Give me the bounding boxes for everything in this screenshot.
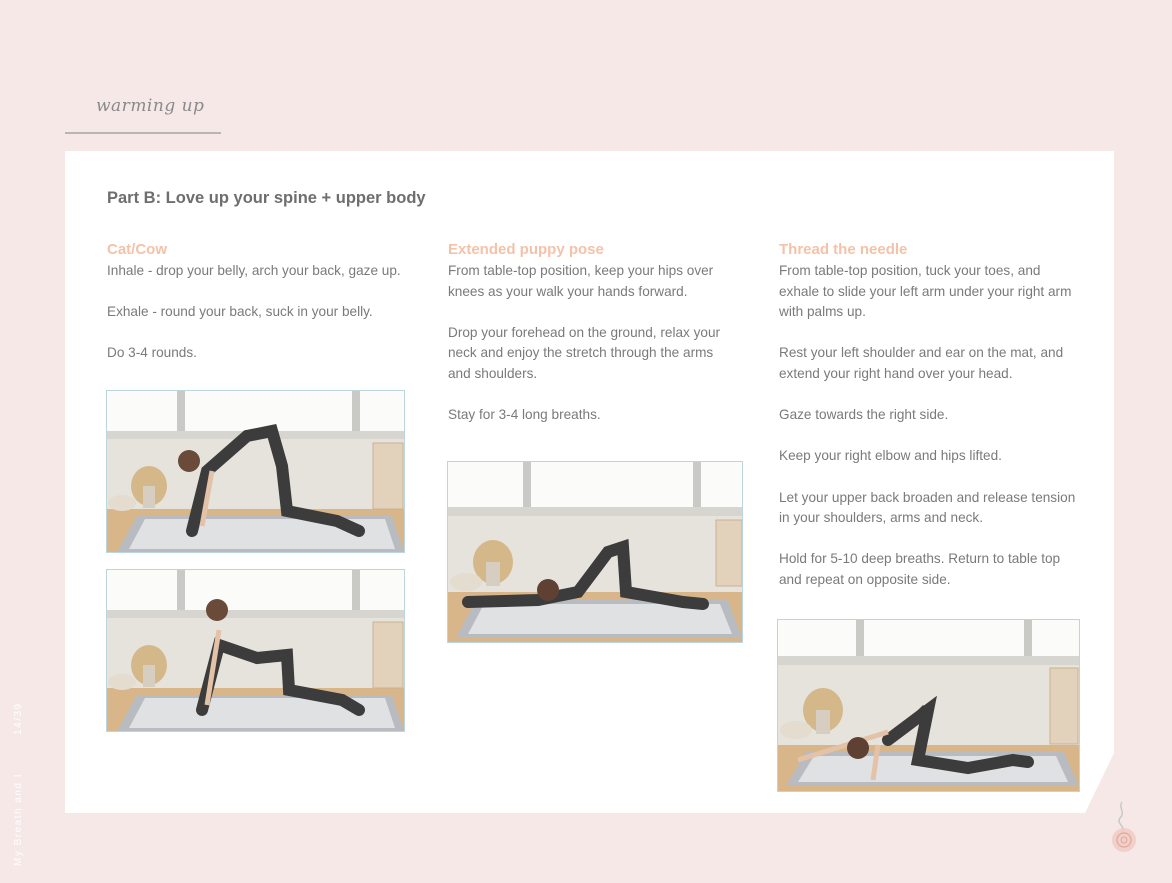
instruction-line: Gaze towards the right side. (779, 407, 949, 423)
side-footer (13, 664, 24, 866)
pose-instructions-cat-cow (107, 261, 417, 385)
instruction-line: From table-top position, tuck your toes, and exhale to slide your left arm under your right arm with palms up. (779, 263, 1072, 320)
instruction-line: Inhale - drop your belly, arch your back, gaze up. (107, 263, 401, 278)
footer-page-number: 14/39 (13, 702, 24, 735)
part-title: Part B: Love up your spine + upper body (107, 189, 426, 207)
instruction-line: Stay for 3-4 long breaths. (448, 407, 601, 423)
instruction-line: Hold for 5-10 deep breaths. Return to table top and repeat on opposite side. (779, 551, 1061, 587)
instruction-line: Rest your left shoulder and ear on the mat, and extend your right hand over your head. (779, 345, 1064, 381)
pose-instructions-thread-needle (779, 261, 1079, 611)
puppy-pose-photo (447, 461, 743, 643)
instruction-line: From table-top position, keep your hips over knees as your walk your hands forward. (448, 263, 714, 299)
pose-instructions-puppy (448, 261, 751, 446)
pose-title-puppy: Extended puppy pose (448, 241, 604, 258)
pose-title-thread-needle: Thread the needle (779, 241, 908, 258)
instruction-line: Keep your right elbow and hips lifted. (779, 448, 1002, 464)
cat-pose-photo (106, 390, 405, 553)
instruction-line: Let your upper back broaden and release tension in your shoulders, arms and neck. (779, 489, 1076, 526)
section-divider (65, 132, 221, 134)
section-label: warming up (96, 96, 205, 116)
instruction-line: Drop your forehead on the ground, relax your neck and enjoy the stretch through the arms and shoulders. (448, 324, 721, 381)
instruction-line: Do 3-4 rounds. (107, 345, 197, 361)
instruction-line: Exhale - round your back, suck in your belly. (107, 304, 373, 320)
thread-needle-pose-photo (777, 619, 1080, 792)
cow-pose-photo (106, 569, 405, 732)
pose-title-cat-cow: Cat/Cow (107, 241, 167, 258)
brand-logo-icon (1108, 798, 1140, 856)
footer-brand: My Breath and I (13, 772, 24, 866)
